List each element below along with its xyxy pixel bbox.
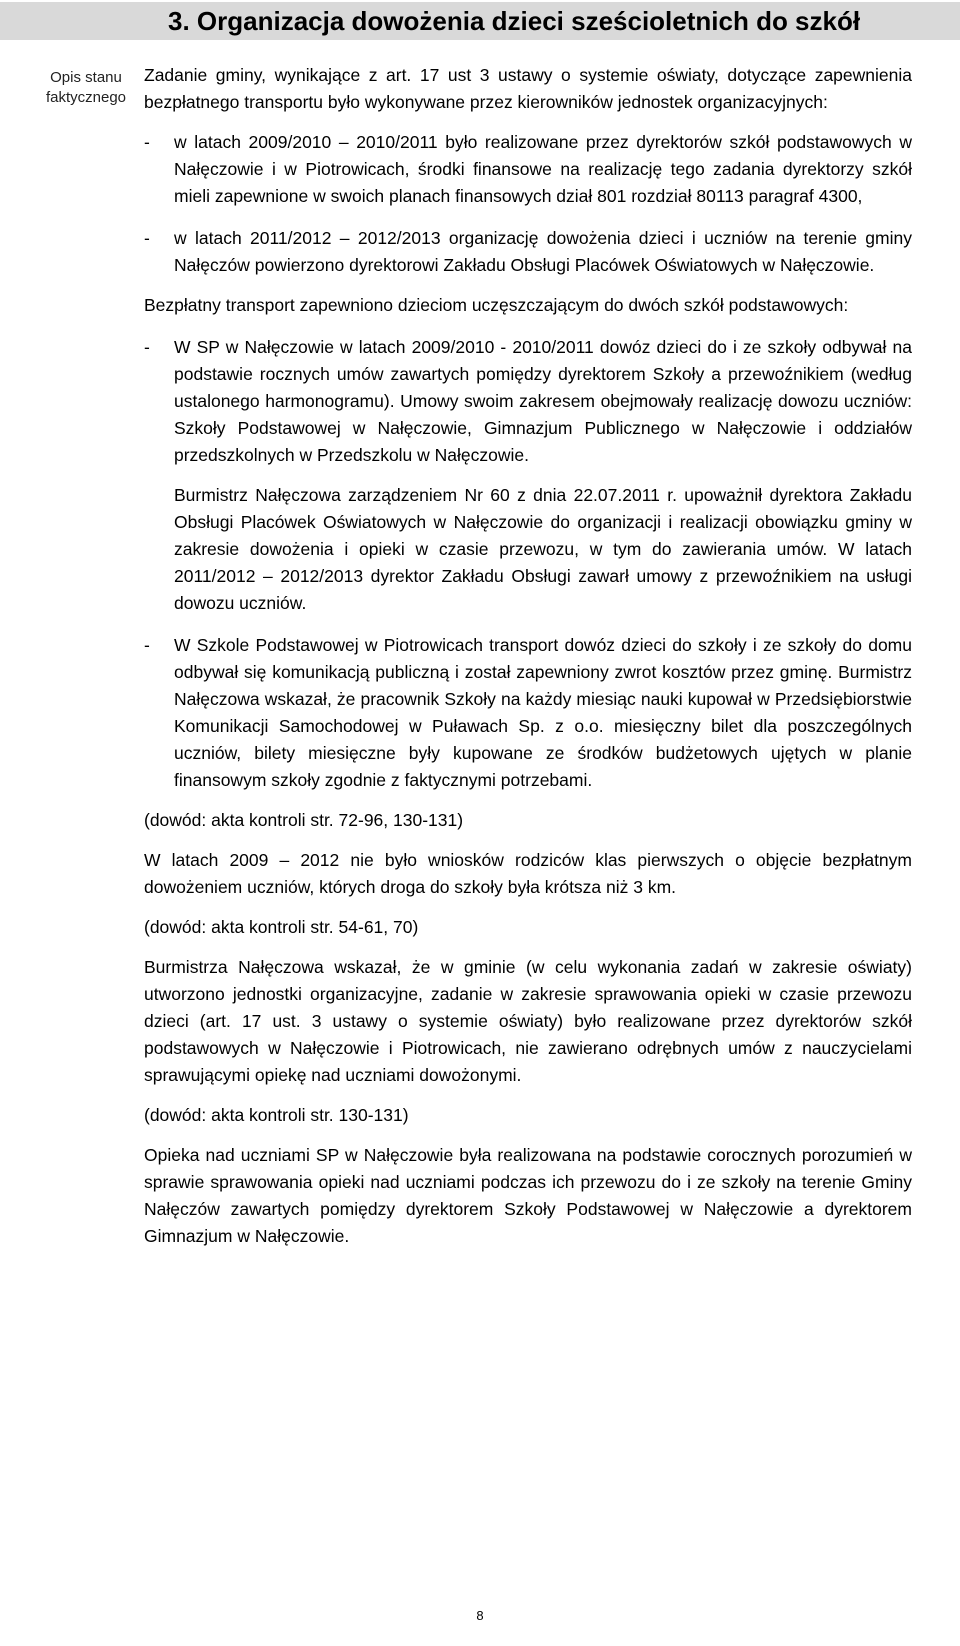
paragraph-opieka: Opieka nad uczniami SP w Nałęczowie była realizowana na podstawie corocznych porozumień w sprawie sprawowania opieki nad uczniami podczas ich przewozu do i ze szkoły na terenie Gminy Nałęczów zawartych pomiędzy dyrektorem Szkoły Podstawowej w Nałęczowie a dyrektorem Gimnazjum w Nałęczowie. [144,1145,912,1246]
evidence-reference: (dowód: akta kontroli str. 54-61, 70) [144,917,419,937]
list-item [144,129,912,210]
list-dash: - [144,635,150,655]
list-item-text: W Szkole Podstawowej w Piotrowicach transport dowóz dzieci do szkoły i ze szkoły do domu odbywał się komunikacją publiczną i został zapewniony zwrot kosztów przez gminę. Burmistrz Nałęczowa wskazał, że pracownik Szkoły na każdy miesiąc nauki kupował w Przedsiębiorstwie Komunikacji Samochodowej w Puławach Sp. z o.o. miesięczny bilet dla poszczególnych uczniów, bilety miesięczne były kupowane ze środków budżetowych ujętych w planie finansowym szkoły zgodnie z faktycznymi potrzebami. [174,635,912,790]
transport-intro-paragraph: Bezpłatny transport zapewniono dzieciom uczęszczającym do dwóch szkół podstawowych: [144,295,849,315]
evidence-reference: (dowód: akta kontroli str. 130-131) [144,1105,409,1125]
list-item [144,225,912,279]
section-heading-bar [0,2,960,40]
paragraph-2009-2012: W latach 2009 – 2012 nie było wniosków rodziców klas pierwszych o objęcie bezpłatnym dowożeniem uczniów, których droga do szkoły była krótsza niż 3 km. [144,850,912,897]
page-number: 8 [476,1608,484,1623]
main-content [144,62,912,1250]
intro-paragraph: Zadanie gminy, wynikające z art. 17 ust 3 ustawy o systemie oświaty, dotyczące zapewnienia bezpłatnego transportu było wykonywane przez kierowników jednostek organizacyjnych: [144,65,912,112]
section-heading: 3. Organizacja dowożenia dzieci sześcioletnich do szkół [168,6,861,36]
evidence-reference: (dowód: akta kontroli str. 72-96, 130-131) [144,810,464,830]
list-item-sp-naleczow [144,334,912,469]
list-item-text: w latach 2009/2010 – 2010/2011 było realizowane przez dyrektorów szkół podstawowych w Nałęczowie i w Piotrowicach, środki finansowe na realizację tego zadania dyrektorzy szkół mieli zapewnione w swoich planach finansowych dział 801 rozdział 80113 paragraf 4300, [174,132,912,206]
list-item-sp-piotrowice [144,632,912,794]
list-item-text: w latach 2011/2012 – 2012/2013 organizację dowożenia dzieci i uczniów na terenie gminy Nałęczów powierzono dyrektorowi Zakładu Obsługi Placówek Oświatowych w Nałęczowie. [174,228,912,275]
list-dash: - [144,132,150,152]
side-label: Opis stanu faktycznego [45,69,127,106]
paragraph-burmistrz: Burmistrza Nałęczowa wskazał, że w gminie (w celu wykonania zadań w zakresie oświaty) utworzono jednostki organizacyjne, zadanie w zakresie sprawowania opieki w czasie przewozu dzieci (art. 17 ust. 3 ustawy o systemie oświaty) było realizowane przez dyrektorów szkół podstawowych w Nałęczowie i Piotrowicach, nie zawierano odrębnych umów z nauczycielami sprawującymi opiekę nad uczniami dowożonymi. [144,957,912,1085]
list-item-text: W SP w Nałęczowie w latach 2009/2010 - 2010/2011 dowóz dzieci do i ze szkoły odbywał na podstawie rocznych umów zawartych pomiędzy dyrektorem Szkoły a przewoźnikiem (według ustalonego harmonogramu). Umowy swoim zakresem obejmowały realizację dowozu uczniów: Szkoły Podstawowej w Nałęczowie, Gimnazjum Publicznego w Nałęczowie i oddziałów przedszkolnych w Przedszkolu w Nałęczowie. [174,337,912,465]
list-dash: - [144,337,150,357]
burmistrz-decision-paragraph: Burmistrz Nałęczowa zarządzeniem Nr 60 z dnia 22.07.2011 r. upoważnił dyrektora Zakładu Obsługi Placówek Oświatowych w Nałęczowie do organizacji i realizacji obowiązku gminy w zakresie dowożenia i opieki w czasie przewozu, w tym do zawierania umów. W latach 2011/2012 – 2012/2013 dyrektor Zakładu Obsługi zawarł umowy z przewoźnikiem na usługi dowozu uczniów. [174,485,912,613]
list-dash: - [144,228,150,248]
